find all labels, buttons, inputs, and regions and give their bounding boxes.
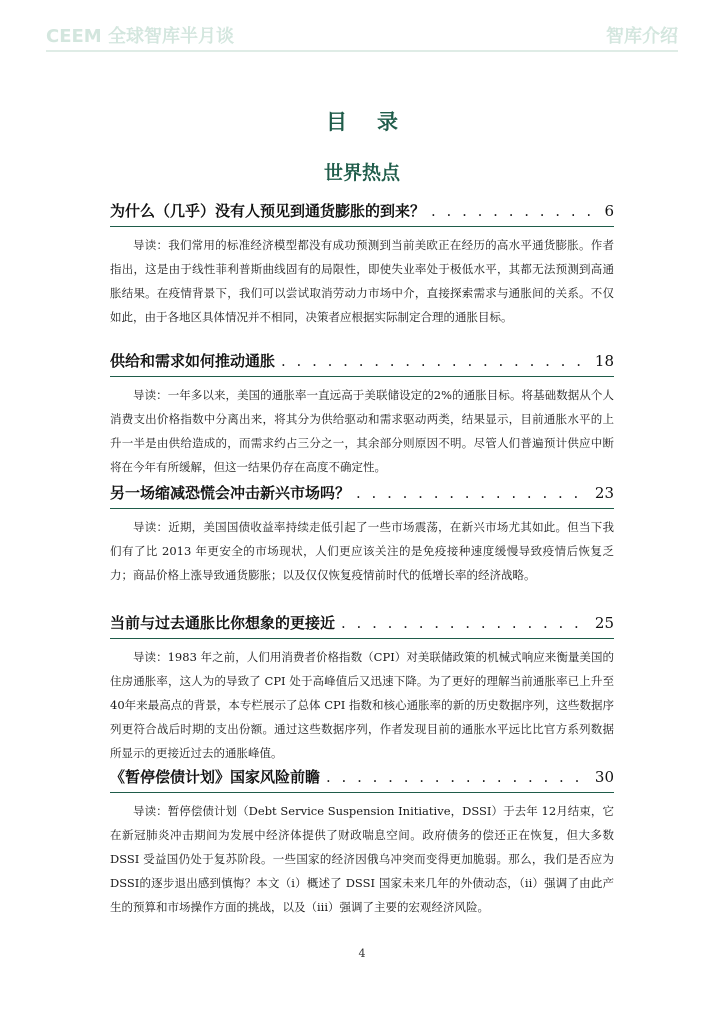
toc-entry-page: 25	[594, 614, 614, 632]
toc-entry-summary: 导读：1983 年之前，人们用消费者价格指数（CPI）对美联储政策的机械式响应来衡量美国的住房通胀率，这人为的导致了 CPI 处于高峰值后又迅速下降。为了更好的理解当前通胀率已上升至 40年来最高点的背景，本专栏展示了总体 CPI 指数和核心通胀率的新的历史数据序列，这些数据序列更符合战后时期的支出份额。通过这些数据序列，作者发现目前的通胀水平远比比官方系列数据所显示的更接近过去的通胀峰值。	[110, 650, 614, 760]
header-publication-title: CEEM 全球智库半月谈	[46, 26, 234, 47]
toc-entry	[110, 350, 614, 479]
toc-entry-title[interactable]: 当前与过去通胀比你想象的更接近	[110, 614, 336, 632]
toc-entry-divider	[110, 508, 614, 509]
page-title: 目录	[326, 110, 428, 134]
toc-leader-dots	[341, 614, 589, 632]
toc-entry-page: 30	[594, 768, 614, 786]
toc-entry-divider	[110, 376, 614, 377]
toc-entry-heading[interactable]	[110, 612, 614, 636]
toc-entry-divider	[110, 792, 614, 793]
toc-entry-heading[interactable]	[110, 766, 614, 790]
toc-leader-dots	[326, 768, 589, 786]
toc-entry-summary: 导读：近期，美国国债收益率持续走低引起了一些市场震荡，在新兴市场尤其如此。但当下我们有了比 2013 年更安全的市场现状，人们更应该关注的是免疫接种速度缓慢导致疫情后恢复乏力；商品价格上涨导致通货膨胀；以及仅仅恢复疫情前时代的低增长率的经济战略。	[110, 520, 614, 582]
running-header	[46, 22, 678, 46]
toc-leader-dots	[281, 352, 589, 370]
toc-entry-divider	[110, 226, 614, 227]
toc-entry-title[interactable]: 另一场缩减恐慌会冲击新兴市场吗？	[110, 484, 351, 502]
toc-entry-page: 6	[604, 202, 614, 220]
toc-entry	[110, 612, 614, 765]
toc-entry-summary: 导读：暂停偿债计划（Debt Service Suspension Initiative，DSSI）于去年 12月结束，它在新冠肺炎冲击期间为发展中经济体提供了财政喘息空间。政府债务的偿还正在恢复，但大多数 DSSI 受益国仍处于复苏阶段。一些国家的经济因俄乌冲突而变得更加脆弱。那么，我们是否应为 DSSI的逐步退出感到慎悔？本文（i）概述了 DSSI 国家未来几年的外债动态，（ii）强调了由此产生的预算和市场操作方面的挑战，以及（iii）强调了主要的宏观经济风险。	[110, 804, 614, 914]
toc-entry-title[interactable]: 供给和需求如何推动通胀	[110, 352, 276, 370]
toc-entry-page: 18	[594, 352, 614, 370]
toc-entry-title[interactable]: 为什么（几乎）没有人预见到通货膨胀的到来？	[110, 202, 426, 220]
toc-leader-dots	[356, 484, 589, 502]
header-section-name: 智库介绍	[606, 26, 678, 47]
page-number: 4	[358, 947, 366, 960]
section-title: 世界热点	[323, 162, 400, 184]
toc-entry	[110, 482, 614, 587]
toc-entry-divider	[110, 638, 614, 639]
toc-entry-heading[interactable]	[110, 482, 614, 506]
toc-entry	[110, 200, 614, 329]
toc-entry-page: 23	[594, 484, 614, 502]
toc-entry-summary: 导读：我们常用的标准经济模型都没有成功预测到当前美欧正在经历的高水平通货膨胀。作者指出，这是由于线性菲利普斯曲线固有的局限性，即使失业率处于极低水平，其都无法预测到高通胀结果。在疫情背景下，我们可以尝试取消劳动力市场中介，直接探索需求与通胀间的关系。不仅如此，由于各地区具体情况并不相同，决策者应根据实际制定合理的通胀目标。	[110, 238, 614, 324]
toc-entry-title[interactable]: 《暂停偿债计划》国家风险前瞻	[110, 768, 321, 786]
header-divider	[46, 50, 678, 52]
toc-leader-dots	[431, 202, 598, 220]
toc-entry-heading[interactable]	[110, 200, 614, 224]
toc-entry-summary: 导读：一年多以来，美国的通胀率一直远高于美联储设定的2%的通胀目标。将基础数据从个人消费支出价格指数中分离出来，将其分为供给驱动和需求驱动两类，结果显示，目前通胀水平的上升一半是由供给造成的，而需求约占三分之一，其余部分则原因不明。尽管人们普遍预计供应中断将在今年有所缓解，但这一结果仍存在高度不确定性。	[110, 388, 614, 474]
toc-entry-heading[interactable]	[110, 350, 614, 374]
toc-entry	[110, 766, 614, 919]
